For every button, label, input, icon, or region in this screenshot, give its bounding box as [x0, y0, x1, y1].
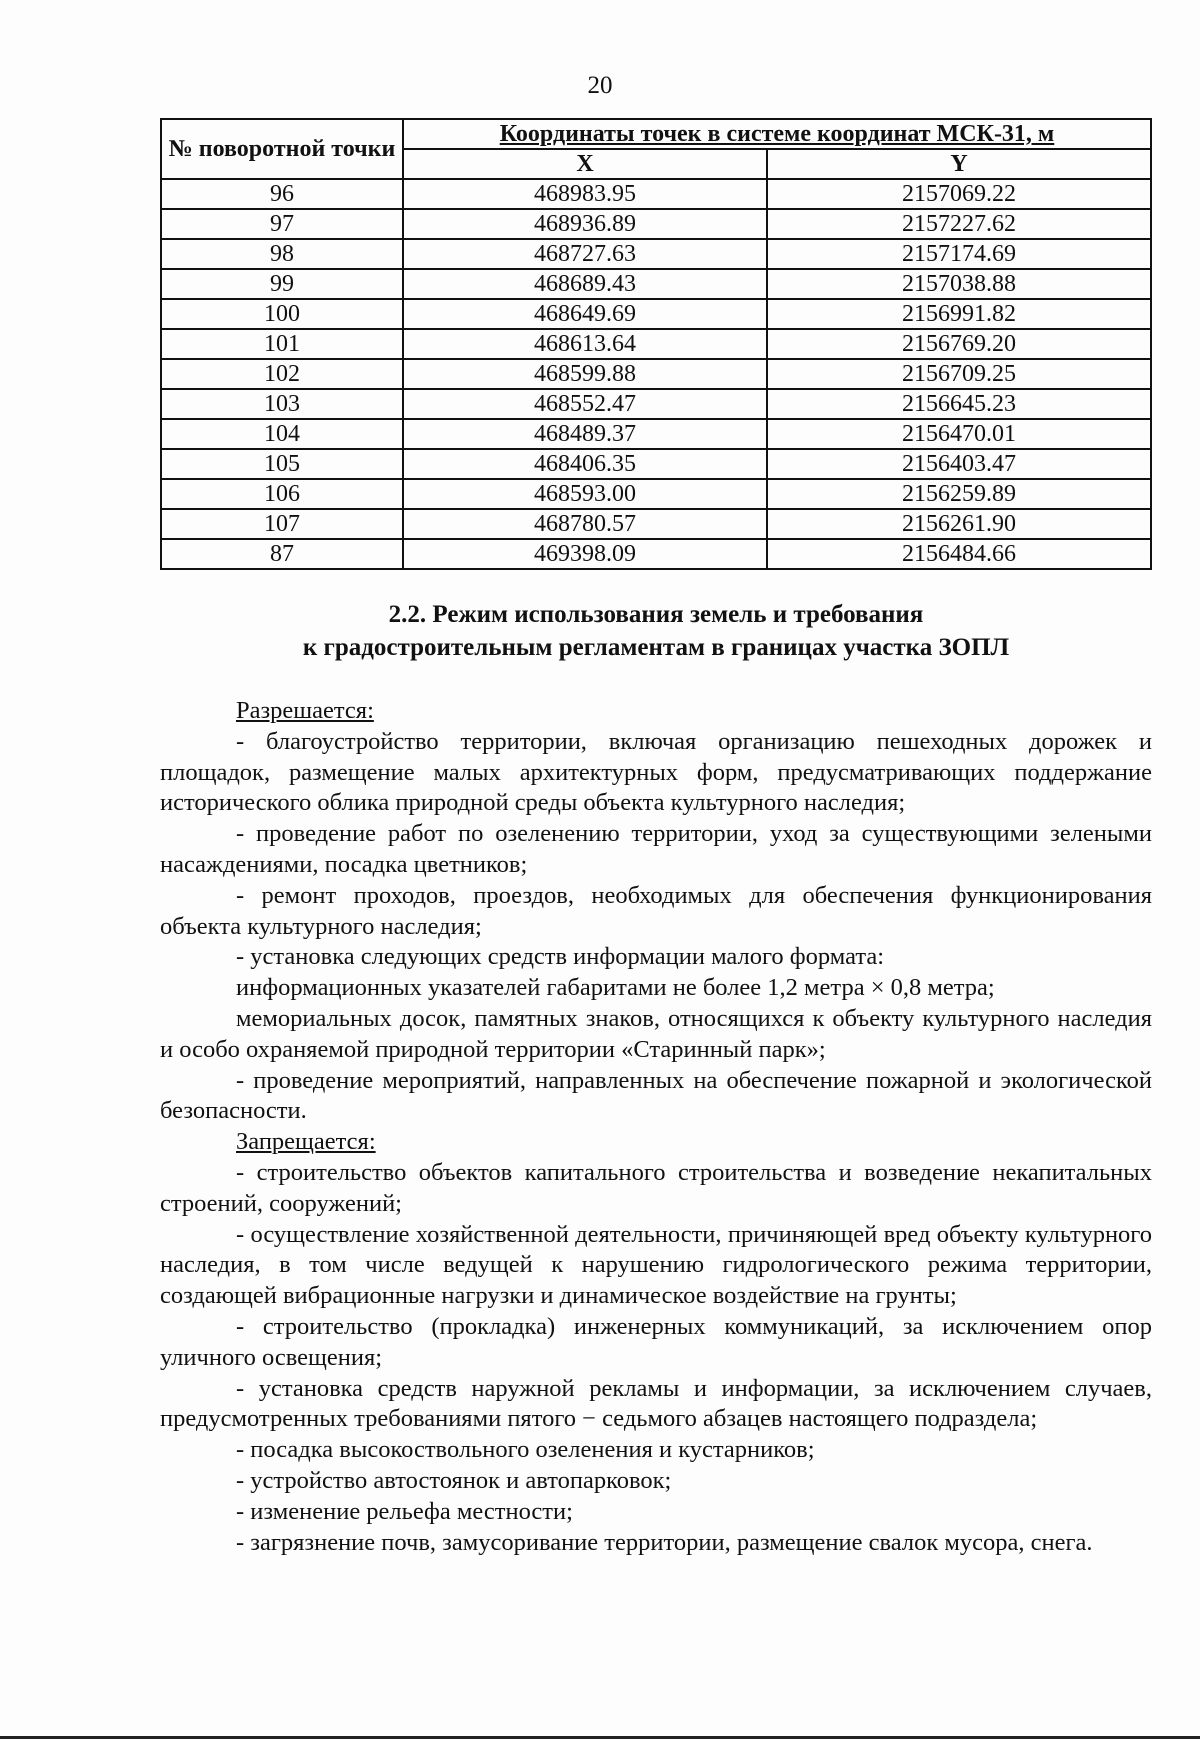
x-coordinate-cell: 468613.64 — [403, 329, 767, 359]
forbidden-label: Запрещается: — [236, 1128, 376, 1156]
y-coordinate-cell: 2157069.22 — [767, 179, 1151, 209]
heading-line-2: к градостроительным регламентам в границах участка ЗОПЛ — [302, 634, 1010, 661]
y-coordinate-cell: 2157038.88 — [767, 269, 1151, 299]
forbidden-item: - посадка высокоствольного озеленения и кустарников; — [236, 1436, 815, 1464]
point-number-cell: 105 — [161, 449, 403, 479]
allowed-item: - проведение работ по озеленению территории, уход за существующими зелеными насаждениями, посадка цветников; — [160, 820, 1152, 878]
x-coordinate-cell: 468649.69 — [403, 299, 767, 329]
table-row — [161, 179, 1151, 209]
x-coordinate-cell: 468552.47 — [403, 389, 767, 419]
table-row — [161, 449, 1151, 479]
table-row — [161, 299, 1151, 329]
table-row — [161, 389, 1151, 419]
point-number-cell: 101 — [161, 329, 403, 359]
allowed-item: - ремонт проходов, проездов, необходимых для обеспечения функционирования объекта культурного наследия; — [160, 881, 1152, 940]
allowed-item: - благоустройство территории, включая организацию пешеходных дорожек и площадок, размещение малых архитектурных форм, предусматривающих поддержание исторического облика природной среды объекта культурного наследия; — [160, 727, 1152, 817]
point-number-cell: 99 — [161, 269, 403, 299]
point-number-cell: 98 — [161, 239, 403, 269]
y-coordinate-cell: 2156645.23 — [767, 389, 1151, 419]
x-coordinate-cell: 468689.43 — [403, 269, 767, 299]
x-coordinate-cell: 468936.89 — [403, 209, 767, 239]
point-number-cell: 100 — [161, 299, 403, 329]
table-row — [161, 419, 1151, 449]
x-coordinate-cell: 468489.37 — [403, 419, 767, 449]
x-coordinate-cell: 468406.35 — [403, 449, 767, 479]
point-number-cell: 97 — [161, 209, 403, 239]
point-number-cell: 96 — [161, 179, 403, 209]
forbidden-item: - загрязнение почв, замусоривание территории, размещение свалок мусора, снега. — [236, 1528, 1093, 1556]
page-number: 20 — [587, 72, 613, 99]
table-row — [161, 239, 1151, 269]
forbidden-item: - изменение рельефа местности; — [236, 1497, 573, 1525]
y-coordinate-cell: 2156259.89 — [767, 479, 1151, 509]
allowed-item: мемориальных досок, памятных знаков, относящихся к объекту культурного наследия и особо охраняемой природной территории «Старинный парк»; — [160, 1004, 1152, 1063]
header-x: X — [403, 149, 767, 179]
y-coordinate-cell: 2156484.66 — [767, 539, 1151, 569]
forbidden-item: - осуществление хозяйственной деятельности, причиняющей вред объекту культурного наследия, в том числе ведущей к нарушению гидрологического режима территории, создающей вибрационные нагрузки и динамическое воздействие на грунты; — [160, 1220, 1152, 1310]
y-coordinate-cell: 2156709.25 — [767, 359, 1151, 389]
section-body — [160, 696, 1152, 1558]
y-coordinate-cell: 2156403.47 — [767, 449, 1151, 479]
y-coordinate-cell: 2156470.01 — [767, 419, 1151, 449]
forbidden-item: - строительство объектов капитального строительства и возведение некапитальных строений, сооружений; — [160, 1158, 1152, 1217]
y-coordinate-cell: 2157227.62 — [767, 209, 1151, 239]
table-header-row — [161, 119, 1151, 149]
allowed-item: - проведение мероприятий, направленных на обеспечение пожарной и экологической безопасности. — [160, 1066, 1152, 1125]
x-coordinate-cell: 468593.00 — [403, 479, 767, 509]
forbidden-item: - установка средств наружной рекламы и информации, за исключением случаев, предусмотренных требованиями пятого − седьмого абзацев настоящего подраздела; — [160, 1374, 1152, 1433]
forbidden-list — [160, 1158, 1152, 1558]
point-number-cell: 106 — [161, 479, 403, 509]
table-row — [161, 539, 1151, 569]
x-coordinate-cell: 468727.63 — [403, 239, 767, 269]
allowed-item: - установка следующих средств информации малого формата: — [236, 943, 885, 971]
y-coordinate-cell: 2156261.90 — [767, 509, 1151, 539]
allowed-item: информационных указателей габаритами не более 1,2 метра × 0,8 метра; — [236, 974, 995, 1002]
point-number-cell: 87 — [161, 539, 403, 569]
table-row — [161, 209, 1151, 239]
header-coordinates: Координаты точек в системе координат МСК-31, м — [403, 119, 1151, 149]
y-coordinate-cell: 2156769.20 — [767, 329, 1151, 359]
y-coordinate-cell: 2156991.82 — [767, 299, 1151, 329]
point-number-cell: 104 — [161, 419, 403, 449]
table-row — [161, 359, 1151, 389]
x-coordinate-cell: 468780.57 — [403, 509, 767, 539]
forbidden-item: - строительство (прокладка) инженерных коммуникаций, за исключением опор уличного освещения; — [160, 1312, 1152, 1371]
coordinates-table — [160, 118, 1152, 570]
allowed-list — [160, 727, 1152, 1127]
point-number-cell: 107 — [161, 509, 403, 539]
table-row — [161, 509, 1151, 539]
header-point-number: № поворотной точки — [161, 119, 403, 179]
page-bottom-border — [0, 1736, 1200, 1739]
table-body — [161, 179, 1151, 569]
table-row — [161, 479, 1151, 509]
table-row — [161, 329, 1151, 359]
y-coordinate-cell: 2157174.69 — [767, 239, 1151, 269]
x-coordinate-cell: 468983.95 — [403, 179, 767, 209]
x-coordinate-cell: 468599.88 — [403, 359, 767, 389]
header-y: Y — [767, 149, 1151, 179]
heading-line-1: 2.2. Режим использования земель и требования — [388, 601, 924, 628]
point-number-cell: 103 — [161, 389, 403, 419]
table-row — [161, 269, 1151, 299]
forbidden-item: - устройство автостоянок и автопарковок; — [236, 1466, 672, 1494]
x-coordinate-cell: 469398.09 — [403, 539, 767, 569]
allowed-label: Разрешается: — [236, 697, 374, 724]
section-heading — [160, 598, 1152, 664]
point-number-cell: 102 — [161, 359, 403, 389]
